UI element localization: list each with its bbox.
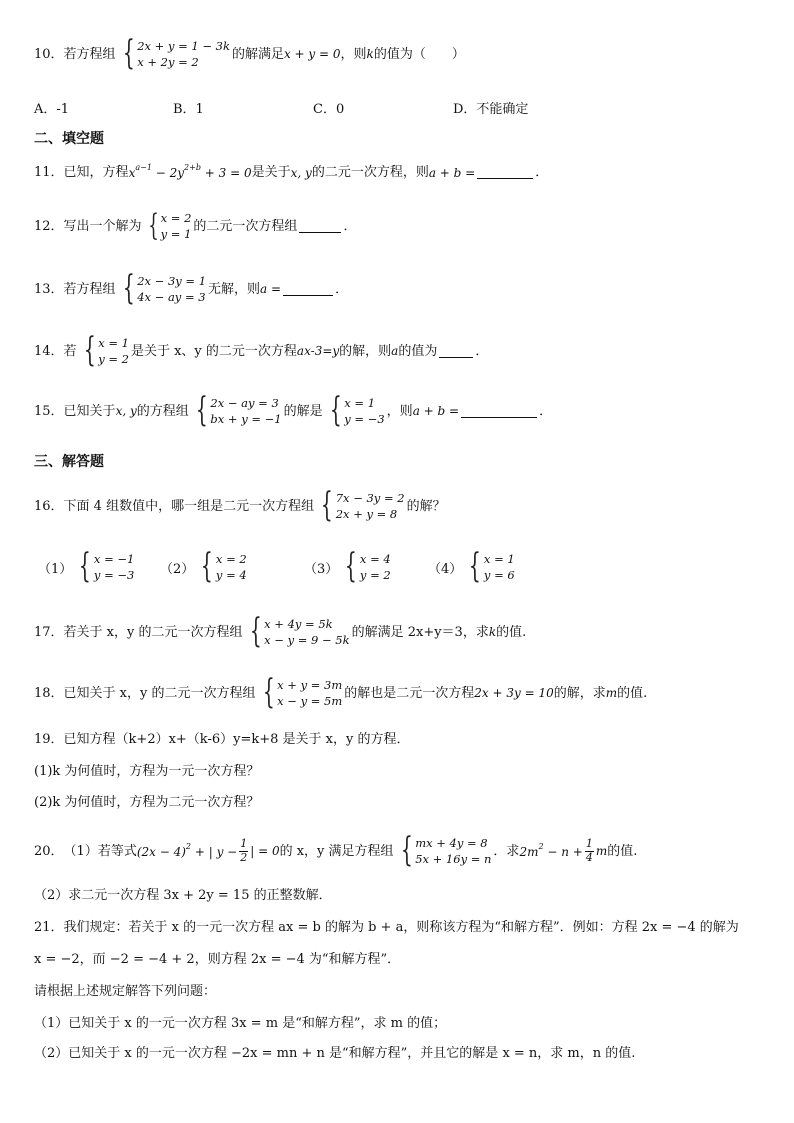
question-15: 15． 已知关于 x, y 的方程组 { 2x − ay = 3 bx + y = −1 的解是 { x = 1 y = −3 ，则 a + b = ．: [34, 390, 553, 431]
math-variables: x, y: [290, 165, 312, 180]
question-21-line-3: 请根据上述规定解答下列问题：: [34, 984, 217, 999]
equation-line: x + 2y = 2: [137, 55, 199, 70]
brace-icon: {: [147, 208, 159, 244]
brace-icon: {: [469, 546, 482, 587]
math-expression: $2m^2 - n$ +: [519, 841, 583, 859]
equation-line: mx + 4y = 8: [415, 836, 488, 850]
question-13: 13． 若方程组 { 2x − 3y = 1 4x − ay = 3 无解，则 a = ．: [34, 268, 349, 309]
question-text: 的解？: [406, 498, 446, 514]
equation-line: x + y = 3m: [277, 678, 343, 692]
question-number: 16．: [34, 498, 64, 514]
brace-icon: {: [329, 390, 342, 431]
math-variable: a: [391, 344, 399, 359]
equation-line: x − y = 9 − 5k: [264, 633, 350, 648]
question-11: 11． 已知，方程 $x^{a-1} - 2y^{2+b} + 3 = 0$ 是关于 x, y 的二元一次方程，则 a + b = ．: [34, 163, 549, 180]
question-17: 17． 若关于 x，y 的二元一次方程组 { x + 4y = 5k x − y = 9 − 5k 的解满足 2x+y＝3，求 k 的值.: [34, 611, 527, 652]
equation-line: 5x + 16y = n: [415, 852, 492, 867]
equation-system: [316, 485, 405, 526]
question-text: （1）若等式: [63, 843, 137, 859]
section-heading-fill-in: 二、填空题: [34, 131, 104, 147]
question-text: 的值为（ ）: [373, 46, 465, 62]
math-expression: a + b =: [428, 165, 476, 180]
question-number: 15．: [34, 403, 64, 419]
question-number: 12．: [34, 218, 64, 234]
brace-icon: {: [122, 268, 135, 309]
equation-system: [79, 330, 129, 371]
question-14: 14． 若 { x = 1 y = 2 是关于 x、y 的二元一次方程 ax-3=y 的解，则 a 的值为 ．: [34, 330, 489, 371]
question-18: 18． 已知关于 x，y 的二元一次方程组 { x + y = 3m x − y = 5m 的解也是二元一次方程 2x + 3y = 10 的解，求 m 的值.: [34, 672, 648, 713]
question-10: [34, 33, 465, 74]
brace-icon: {: [83, 330, 96, 371]
question-text: 已知方程（k+2）x+（k-6）y=k+8 是关于 x，y 的方程．: [63, 732, 410, 747]
question-20-part-2: （2）求二元一次方程 3x + 2y = 15 的正整数解．: [34, 888, 332, 903]
question-text: 已知关于: [63, 403, 116, 419]
question-text: 的值为: [398, 343, 438, 359]
math-expression: a =: [260, 282, 282, 297]
math-variable: m: [605, 686, 618, 701]
answer-blank[interactable]: [439, 345, 473, 358]
answer-blank[interactable]: [477, 166, 533, 179]
equation-line: bx + y = −1: [210, 412, 282, 427]
answer-blank[interactable]: [461, 405, 537, 418]
equation-line: 4x − ay = 3: [137, 290, 206, 305]
math-expression: 2x + 3y = 10: [474, 686, 554, 701]
equation-line: 2x − 3y = 1: [137, 274, 207, 288]
math-variables: x, y: [115, 404, 137, 419]
equation-system: [118, 33, 230, 74]
question-text: 的解，求: [553, 685, 606, 701]
question-text: 的 x，y 满足方程组: [279, 843, 394, 859]
question-text: 的方程组: [136, 403, 189, 419]
question-text: 无解，则: [208, 281, 261, 297]
equation-line: y = 2: [98, 352, 129, 367]
question-20: 20． （1）若等式 $(2x - 4)^2$ + | y − $\frac{1}{2}$ | = 0 的 x，y 满足方程组 { mx + 4y = 8 5x + 16y = n ．求 $2m^2 - n$ + $\frac{1}{4}$ m 的值.: [34, 830, 638, 871]
question-text: 的解是: [283, 403, 323, 419]
question-text: 的解满足: [231, 46, 284, 62]
brace-icon: {: [320, 485, 333, 526]
question-number: 10．: [34, 46, 64, 62]
option-c: C．0: [313, 102, 345, 117]
equation-line: y = −3: [344, 412, 385, 427]
question-12: 12． 写出一个解为 { x = 2 y = 1 的二元一次方程组 ．: [34, 208, 357, 244]
question-text: 的二元一次方程组: [193, 218, 298, 234]
brace-icon: {: [122, 33, 135, 74]
brace-icon: {: [400, 830, 413, 871]
question-number: 11．: [34, 165, 64, 180]
question-text: 下面 4 组数值中，哪一组是二元一次方程组: [63, 498, 315, 514]
choice-3: （3） { x = 4 y = 2: [304, 546, 391, 587]
question-text: 若方程组: [63, 46, 116, 62]
question-text: 已知关于 x，y 的二元一次方程组: [63, 685, 256, 701]
answer-blank[interactable]: [299, 220, 341, 233]
equation-line: 2x + y = 8: [335, 507, 398, 522]
question-text: 写出一个解为: [63, 218, 142, 234]
equation-system: [118, 268, 207, 309]
brace-icon: {: [249, 611, 262, 652]
equation-line: 2x + y = 1 − 3k: [137, 39, 230, 53]
question-text: 是关于: [251, 165, 291, 180]
question-text: 已知，方程: [63, 165, 129, 180]
fraction: $\frac{1}{4}$: [585, 837, 593, 864]
answer-blank[interactable]: [283, 283, 333, 296]
option-b: B．1: [173, 102, 204, 117]
question-19-part-2: (2)k 为何值时，方程为二元一次方程？: [34, 795, 260, 810]
equation-system: [258, 672, 343, 713]
equation-system: [396, 830, 492, 871]
fraction: $\frac{1}{2}$: [240, 837, 248, 864]
brace-icon: {: [262, 672, 275, 713]
question-number: 17．: [34, 624, 64, 640]
equation-line: 2x − ay = 3: [210, 396, 279, 410]
brace-icon: {: [201, 546, 214, 587]
math-variable: k: [366, 47, 374, 62]
question-text: ，则: [386, 403, 413, 419]
equation-line: x = 1: [344, 396, 376, 410]
question-number: 20．: [34, 843, 64, 859]
equation-line: y = 1: [160, 227, 192, 242]
question-text: 是关于 x、y 的二元一次方程: [130, 343, 297, 359]
math-expression: $x^{a-1} - 2y^{2+b} + 3 = 0$: [128, 163, 252, 180]
equation-system: [144, 208, 192, 244]
question-text: 的解也是二元一次方程: [344, 685, 475, 701]
equation-system: [191, 390, 282, 431]
question-19-part-1: (1)k 为何值时，方程为一元一次方程？: [34, 764, 260, 779]
math-expression: x + y = 0: [283, 47, 341, 62]
brace-icon: {: [79, 546, 92, 587]
equation-line: x + 4y = 5k: [264, 617, 333, 631]
option-a: A．-1: [34, 102, 70, 117]
equation-line: 7x − 3y = 2: [335, 491, 405, 505]
math-expression: ax-3=y: [296, 344, 340, 359]
choice-2: （2） { x = 2 y = 4: [160, 546, 247, 587]
question-text: ，则: [340, 46, 367, 62]
question-text: 的二元一次方程，则: [311, 165, 429, 180]
brace-icon: {: [345, 546, 358, 587]
question-text: 我们规定：若关于 x 的一元一次方程 ax = b 的解为 b + a，则称该方程为“和解方程”．例如：方程 2x = −4 的解为: [63, 920, 739, 935]
question-text: 的解满足 2x+y＝3，求: [351, 624, 489, 640]
question-text: 若: [63, 343, 77, 359]
math-expression: $(2x - 4)^2$ + | y −: [136, 841, 238, 859]
question-text: 若关于 x，y 的二元一次方程组: [63, 624, 243, 640]
option-d: D．不能确定: [453, 102, 529, 117]
question-21-part-1: （1）已知关于 x 的一元一次方程 3x = m 是“和解方程”，求 m 的值；: [34, 1016, 447, 1031]
question-19: [34, 733, 409, 746]
equation-line: x = 1: [98, 336, 129, 350]
question-text: 若方程组: [63, 281, 116, 297]
choice-1: （1） { x = −1 y = −3: [38, 546, 135, 587]
equation-line: x = 2: [160, 211, 192, 225]
brace-icon: {: [195, 390, 208, 431]
question-21: [34, 921, 739, 934]
question-text: 的解，则: [339, 343, 392, 359]
math-expression: a + b =: [412, 404, 460, 419]
question-number: 19．: [34, 732, 64, 747]
question-21-line-2: x = −2，而 −2 = −4 + 2，则方程 2x = −4 为“和解方程”．: [34, 952, 401, 967]
question-number: 14．: [34, 343, 64, 359]
equation-system: [245, 611, 350, 652]
solution-system: [325, 390, 385, 431]
question-number: 13．: [34, 281, 64, 297]
question-text: ．求: [493, 843, 520, 859]
question-number: 18．: [34, 685, 64, 701]
choice-4: （4） { x = 1 y = 6: [428, 546, 515, 587]
question-number: 21．: [34, 920, 64, 935]
question-21-part-2: （2）已知关于 x 的一元一次方程 −2x = mn + n 是“和解方程”，并且它的解是 x = n，求 m，n 的值.: [34, 1046, 636, 1061]
equation-line: x − y = 5m: [277, 694, 343, 709]
section-heading-solutions: 三、解答题: [34, 454, 104, 470]
math-variable: k: [488, 625, 497, 640]
question-16: [34, 485, 446, 526]
